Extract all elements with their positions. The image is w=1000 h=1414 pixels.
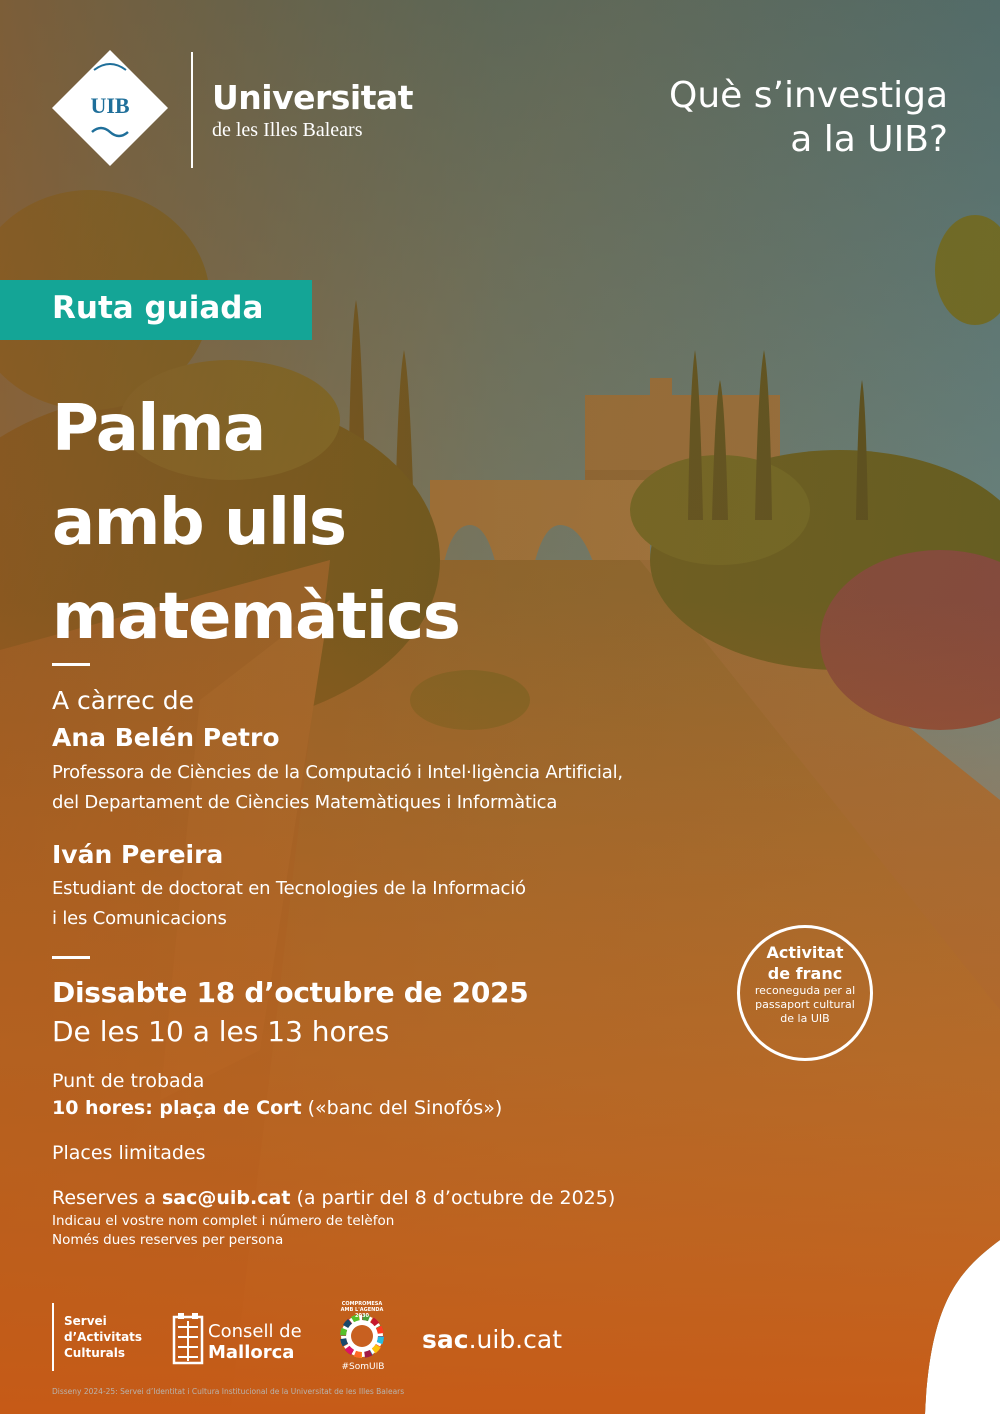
free-badge-line1: Activitat: [766, 943, 844, 962]
free-activity-badge: [737, 925, 873, 1061]
reserve-prefix: Reserves a: [52, 1187, 162, 1209]
title-line2: amb ulls: [52, 486, 346, 560]
places-limited: Places limitades: [52, 1142, 206, 1164]
speaker1-desc-line2: del Departament de Ciències Matemàtiques i Informàtica: [52, 792, 558, 813]
tagline: [669, 74, 948, 162]
event-time: De les 10 a les 13 hores: [52, 1015, 390, 1048]
meeting-place-bold: 10 hores: plaça de Cort: [52, 1097, 302, 1119]
servei-line1: Servei: [64, 1314, 107, 1328]
university-name: Universitat: [212, 78, 414, 117]
website-link[interactable]: [422, 1325, 562, 1355]
servei-logo-text: [64, 1313, 142, 1361]
free-badge-line4: passaport cultural: [755, 998, 855, 1011]
servei-line3: Culturals: [64, 1346, 126, 1360]
reserve-suffix: (a partir del 8 d’octubre de 2025): [290, 1187, 616, 1209]
meeting-place: [52, 1095, 502, 1121]
design-credit: Disseny 2024-25: Servei d’Identitat i Cultura Institucional de la Universitat de les Illes Balears: [52, 1387, 405, 1396]
tagline-line1: Què s’investiga: [669, 75, 948, 116]
university-subtitle: de les Illes Balears: [212, 119, 363, 141]
speaker2-name: Iván Pereira: [52, 840, 224, 869]
compromesa-line2: AMB L'AGENDA 2030: [340, 1307, 384, 1319]
compromesa-text: [336, 1301, 388, 1319]
speaker2-desc-line2: i les Comunicacions: [52, 908, 227, 929]
reservations: [52, 1185, 615, 1211]
meeting-label: Punt de trobada: [52, 1070, 205, 1092]
logo-divider: [191, 52, 193, 168]
speaker1-name: Ana Belén Petro: [52, 723, 280, 752]
reserve-email-link[interactable]: sac@uib.cat: [162, 1187, 291, 1209]
title-line1: Palma: [52, 392, 265, 466]
speaker2-desc-line1: Estudiant de doctorat en Tecnologies de la Informació: [52, 878, 526, 899]
consell-line2: Mallorca: [208, 1342, 295, 1363]
title-line3: matemàtics: [52, 580, 460, 654]
consell-line1: Consell de: [208, 1321, 302, 1342]
site-bold: sac: [422, 1325, 469, 1354]
servei-line2: d’Activitats: [64, 1330, 143, 1344]
divider-dash-1: [52, 663, 90, 666]
event-date: Dissabte 18 d’octubre de 2025: [52, 976, 529, 1009]
activity-type-badge: Ruta guiada: [52, 290, 264, 326]
compromesa-line1: COMPROMESA: [341, 1301, 383, 1307]
uib-logo-text: UIB: [90, 93, 130, 118]
speaker1-desc-line1: Professora de Ciències de la Computació i Intel·ligència Artificial,: [52, 762, 623, 783]
speakers-intro: A càrrec de: [52, 686, 195, 715]
site-rest: .uib.cat: [468, 1325, 562, 1354]
free-badge-line3: reconeguda per al: [754, 984, 856, 997]
divider-dash-2: [52, 956, 90, 959]
free-badge-line2: de franc: [767, 964, 843, 983]
footer-divider: [52, 1303, 54, 1371]
somuib-hashtag: #SomUIB: [341, 1362, 385, 1372]
meeting-place-rest: («banc del Sinofós»): [301, 1097, 503, 1119]
reserve-note2: Només dues reserves per persona: [52, 1232, 284, 1248]
free-badge-line5: de la UIB: [780, 1012, 830, 1025]
reserve-note1: Indicau el vostre nom complet i número de telèfon: [52, 1213, 395, 1229]
event-title: [52, 382, 459, 664]
tagline-line2: a la UIB?: [790, 119, 948, 160]
